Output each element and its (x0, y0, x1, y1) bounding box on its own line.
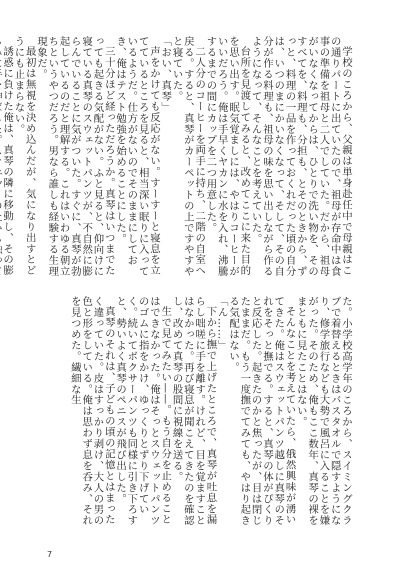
paragraph: 誘惑に負けた俺は、真琴の隣に移動し、その膨 (1, 46, 14, 277)
paragraph: 台所を見渡してみると、改めてここに来た目的を思い出す。眠気覚ましには、やはりコーヒーがいいだろう。俺は手早くヤカンに水を入れ、沸騰するまでの間にカップを二つ用意した。 (204, 36, 251, 277)
dialogue-line: 「おい、真琴」 (159, 36, 172, 113)
page-number: 7 (47, 550, 53, 559)
dialogue-line: 「ん……」 (215, 296, 228, 351)
paragraph: そんなことを考えていたら、俄然興味が湧いてきた。俺はスウェットパンツ越しに真琴のそれをそっと撫でる。すると、真琴の体がぴくりと反応した。起きたのかと焦ったが、目は閉じたままだ。もう一度撫でてみても、やはり起きる気配はない。 (227, 296, 296, 526)
bottom-text-block (55, 296, 351, 530)
paragraph: 学校のころから、父親は単身赴任中で母親はこの通りパートに出ていたので、祖母が存命中は食事の準備を祖母と二人でしていた。だから、祖母がいなくなってからは、ひとりで洗い物を、そのすべてを、料理も、分担も、とそのときから、ずっと、料理の一品を作っておくれだった頃の自分は、いつのまにかいなくなって、そして、その自分が作る料理も、祖母の味を思い出しながら作るようになって、そんなことを考えていた。 (249, 36, 352, 277)
paragraph: 真琴のそれは、子どもの頃の記憶とはまったく違っていた。皮はすっかり剥け、大人の男の色と形をしている。俺は思わず息を呑み、それを見つめた。繊細な生 (68, 296, 115, 526)
paragraph: 下から撫で上げたところで、真琴が吐息を漏らし咄嗟に手を離す。けれど、目を覚ますことはなかった。再び寝息が聞こえてきたのを確認し、改めて真琴の股間に視線を送る。 (170, 296, 217, 526)
paragraph: 三十分ほど経っただろうか。真琴はいつまでたっても起きる気配がない。ふと見ると、仰向けに寝ている真琴のスウェットパンツが、不自然に膨らんでいることに気がついた。すぐに、真琴が勃起しているのだと理解する。これはいわゆる朝立ちというやつだろう。男なら誰しも経験する生理現象だ。 (34, 36, 115, 277)
paragraph: 生で見てみたい——。もう自分を止めることはできなかった。俺はそっとスウェットパンツのゴムに指をかけ、ゆっくりとずり下げていく。続いてボクサーパンツも同様に引き下ろすと、勢いよく真琴のペニスが飛び出した。 (114, 296, 172, 526)
paragraph: 声をかけても反応がない。すーすーと寝息を立てているところを見ると、相当深い眠りに入っているようだ。仕方がないのでそのままにしておき、俺はテスト勉強を始めることにした。 (114, 36, 160, 277)
paragraph: 二人分のコーヒーを両手に持ち、二階の自室へ戻る。すると、真琴がカーペットの上ですやすやと寝ていた。 (170, 36, 206, 277)
paragraph: た。小学校高学年のころから、スイミングクラブで着替えるときはバスタオルで隠すようになり、修学旅行なども大勢で風呂に入ることを嫌がった。そのため、俺もここ数年、真琴の裸をまともに見たことはない。 (294, 296, 352, 526)
top-text-block (1, 36, 352, 280)
paragraph: 最初は無視を決め込んだが、気になり出すとどうにも止まらない。 (12, 36, 36, 277)
